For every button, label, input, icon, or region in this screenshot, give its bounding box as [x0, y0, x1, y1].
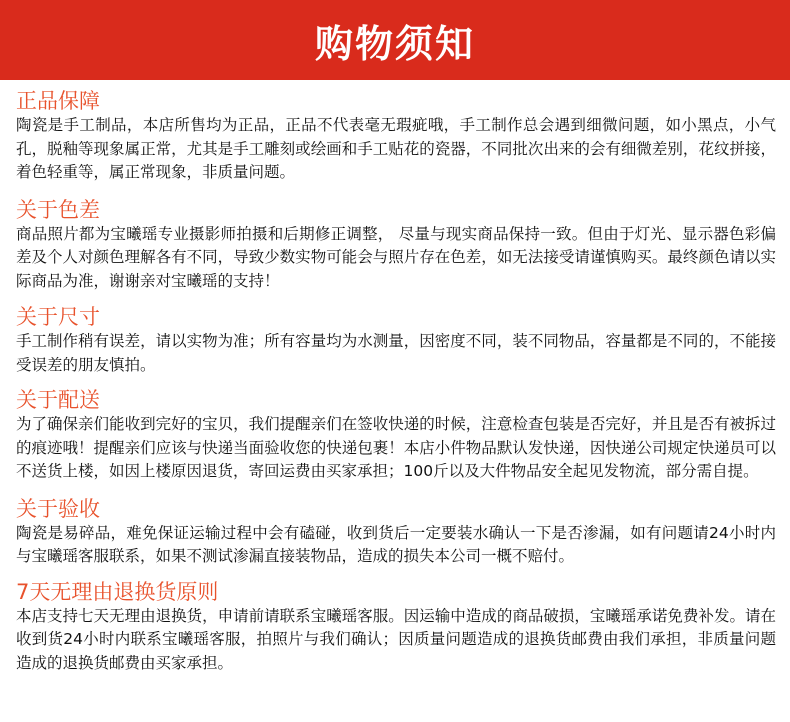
- section-return-policy: [16, 579, 776, 676]
- section-body: 手工制作稍有误差，请以实物为准；所有容量均为水测量，因密度不同，装不同物品，容量都是不同的，不能接受误差的朋友慎拍。: [16, 332, 776, 374]
- section-body: 为了确保亲们能收到完好的宝贝，我们提醒亲们在签收快递的时候，注意检查包装是否完好，并且是否有被拆过的痕迹哦！提醒亲们应该与快递当面验收您的快递包裹！本店小件物品默认发快递，因快递公司规定快递员可以不送货上楼，如因上楼原因退货，寄回运费由买家承担；100斤以及大件物品安全起见发物流，部分需自提。: [16, 415, 776, 480]
- page-title: 购物须知: [314, 21, 475, 66]
- section-delivery: [16, 387, 776, 484]
- section-body: 商品照片都为宝曦瑶专业摄影师拍摄和后期修正调整， 尽量与现实商品保持一致。但由于灯光、显示器色彩偏差及个人对颜色理解各有不同，导致少数实物可能会与照片存在色差，如无法接受请谨慎购买。最终颜色请以实际商品为准，谢谢亲对宝曦瑶的支持！: [16, 224, 776, 290]
- section-title: 正品保障: [16, 89, 100, 113]
- section-body: 陶瓷是手工制品，本店所售均为正品，正品不代表毫无瑕疵哦，手工制作总会遇到细微问题，如小黑点，小气孔，脱釉等现象属正常，尤其是手工雕刻或绘画和手工贴花的瓷器，不同批次出来的会有细微差别，花纹拼接，着色轻重等，属正常现象，非质量问题。: [16, 116, 776, 181]
- page-title-banner: [0, 0, 790, 80]
- section-size: [16, 304, 776, 377]
- section-title: 关于色差: [16, 197, 100, 222]
- section-inspection: [16, 496, 776, 569]
- section-title: 7天无理由退换货原则: [16, 579, 219, 604]
- section-title: 关于验收: [16, 496, 100, 521]
- section-color-difference: [16, 197, 776, 294]
- section-authenticity: [16, 88, 776, 185]
- section-body: 陶瓷是易碎品，难免保证运输过程中会有磕碰，收到货后一定要装水确认一下是否渗漏，如有问题请24小时内与宝曦瑶客服联系，如果不测试渗漏直接装物品，造成的损失本公司一概不赔付。: [16, 523, 776, 565]
- section-title: 关于尺寸: [16, 305, 100, 329]
- section-title: 关于配送: [16, 388, 100, 412]
- notice-content: [16, 88, 776, 675]
- section-body: 本店支持七天无理由退换货，申请前请联系宝曦瑶客服。因运输中造成的商品破损，宝曦瑶承诺免费补发。请在收到货24小时内联系宝曦瑶客服，拍照片与我们确认；因质量问题造成的退换货邮费由我们承担，非质量问题造成的退换货邮费由买家承担。: [16, 606, 776, 672]
